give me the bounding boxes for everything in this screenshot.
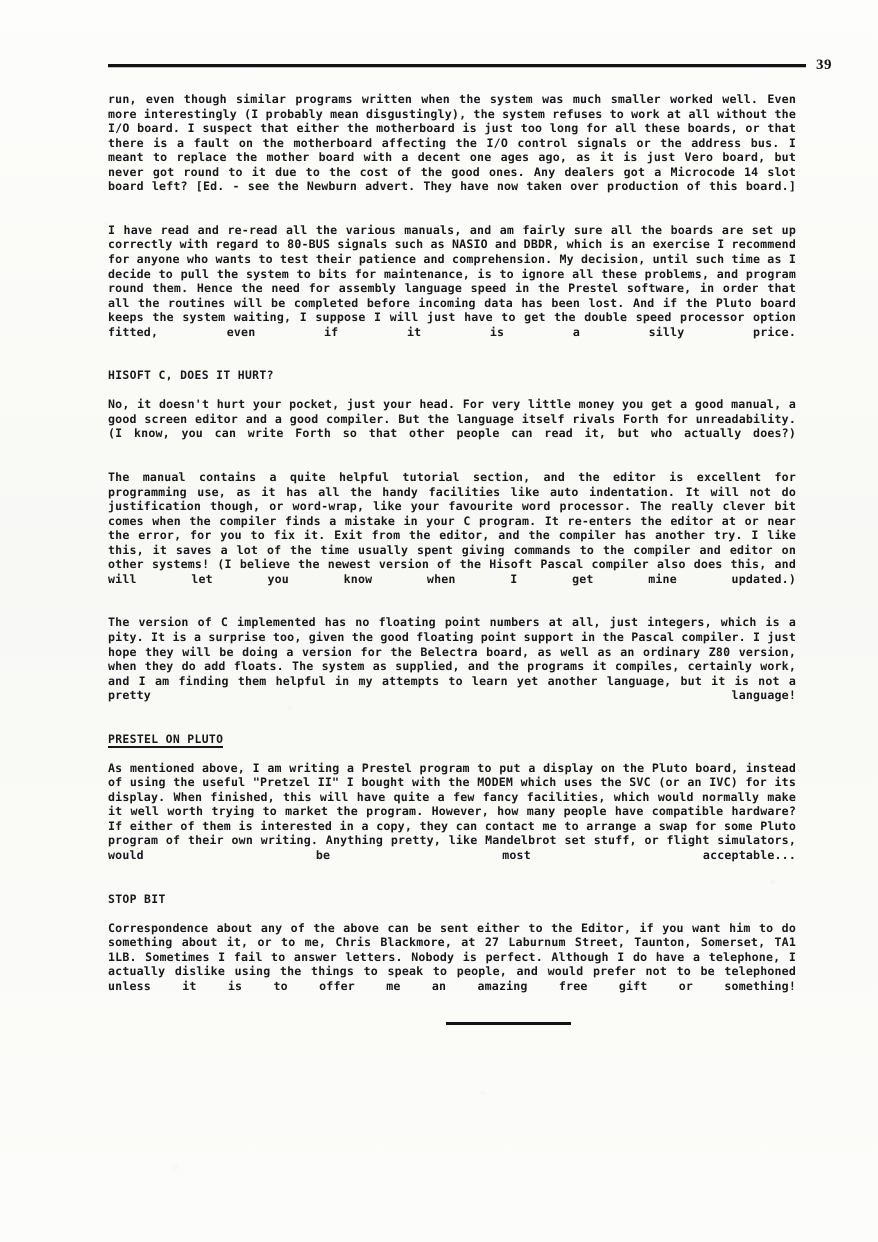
end-of-article-rule	[446, 1022, 571, 1025]
heading-prestel-on-pluto	[108, 732, 796, 747]
heading-stop-bit-text: STOP BIT	[108, 891, 166, 906]
paragraph-prestel-program: As mentioned above, I am writing a Prestel program to put a display on the Pluto board, instead of using the useful "Pretzel II" I bought with the MODEM which uses the SVC (or an IVC) for its display. When finished, this will have quite a few fancy facilities, which would normally make it well worth trying to market the program. However, how many people have compatible hardware? If either of them is interested in a copy, they can contact me to arrange a swap for some Pluto program of their own writing. Anything pretty, like Mandelbrot set stuff, or flight simulators, would be most acceptable...	[108, 760, 796, 863]
page-header	[108, 52, 854, 78]
heading-stop-bit	[108, 892, 796, 907]
paragraph-no-floating-point: The version of C implemented has no floating point numbers at all, just integers, which is a pity. It is a surprise too, given the good floating point support in the Pascal compiler. I just hope they will be doing a version for the Belectra board, as well as an ordinary Z80 version, when they do add floats. The system as supplied, and the programs it compiles, certainly work, and I am finding them helpful in my attempts to learn yet another language, but it is not a pretty language!	[108, 615, 796, 703]
paragraph-hisoft-value: No, it doesn't hurt your pocket, just your head. For very little money you get a good manual, a good screen editor and a good compiler. But the language itself rivals Forth for unreadability. (I know, you can write Forth so that other people can read it, but who actually does?)	[108, 397, 796, 441]
page-number: 39	[816, 56, 832, 73]
paragraph-correspondence: Correspondence about any of the above can be sent either to the Editor, if you want him to do something about it, or to me, Chris Blackmore, at 27 Laburnum Street, Taunton, Somerset, TA1 1LB. Sometimes I fail to answer letters. Nobody is perfect. Although I do have a telephone, I actually dislike using the things to speak to people, and would prefer not to be telephoned unless it is to offer me an amazing free gift or something!	[108, 920, 796, 993]
heading-hisoft-c	[108, 368, 796, 383]
paragraph-manual-editor: The manual contains a quite helpful tutorial section, and the editor is excellent for programming use, as it has all the handy facilities like auto indentation. It will not do justification though, or word-wrap, like your favourite word processor. The really clever bit comes when the compiler finds a mistake in your C program. It re-enters the editor at or near the error, for you to fix it. Exit from the editor, and the compiler has another try. I like this, it saves a lot of the time usually spent giving commands to the compiler and editor on other systems! (I believe the newest version of the Hisoft Pascal compiler also does this, and will let you know when I get mine updated.)	[108, 469, 796, 586]
heading-prestel-on-pluto-text: PRESTEL ON PLUTO	[108, 731, 224, 746]
heading-hisoft-c-text: HISOFT C, DOES IT HURT?	[108, 368, 274, 383]
end-of-article-rule-wrap	[108, 1022, 796, 1025]
article-body	[108, 92, 796, 1025]
paragraph-motherboard-fault: run, even though similar programs written when the system was much smaller worked well. Even more interestingly (I probably mean disgustingly), the system refuses to work at all without the I/O board. I suspect that either the motherboard is just too long for all these boards, or that there is a fault on the motherboard affecting the I/O control signals or the address bus. I meant to replace the mother board with a decent one ages ago, as it is just Vero board, but never got round to it due to the cost of the good ones. Any dealers got a Microcode 14 slot board left? [Ed. - see the Newburn advert. They have now taken over production of this board.]	[108, 92, 796, 194]
header-rule	[108, 64, 806, 67]
paragraph-manuals-80bus: I have read and re-read all the various manuals, and am fairly sure all the boards are set up correctly with regard to 80-BUS signals such as NASIO and DBDR, which is an exercise I recommend for anyone who wants to test their patience and comprehension. My decision, until such time as I decide to pull the system to bits for maintenance, is to ignore all these problems, and program round them. Hence the need for assembly language speed in the Prestel software, in order that all the routines will be completed before incoming data has been lost. And if the Pluto board keeps the system waiting, I suppose I will just have to get the double speed processor option fitted, even if it is a silly price.	[108, 222, 796, 339]
